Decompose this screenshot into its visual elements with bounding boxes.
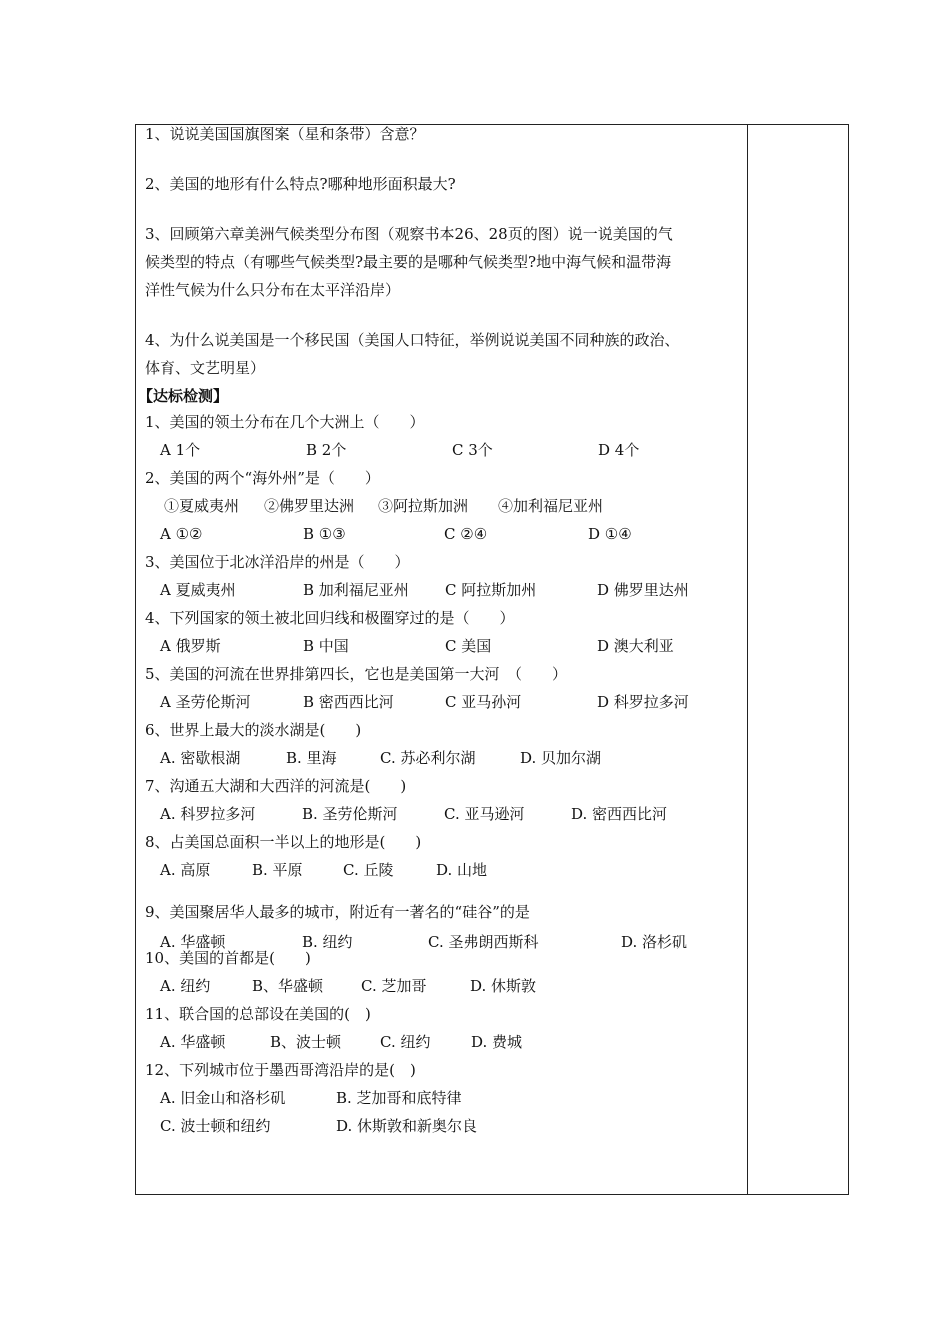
answer-option: A. 密歇根湖 xyxy=(160,749,241,767)
test-question: 6、世界上最大的淡水湖是( ) xyxy=(145,721,362,739)
test-question: 4、下列国家的领土被北回归线和极圈穿过的是（ ） xyxy=(145,609,515,627)
answer-option: A ①② xyxy=(160,525,203,543)
test-section-heading: 【达标检测】 xyxy=(138,387,229,405)
test-question: 5、美国的河流在世界排第四长，它也是美国第一大河 （ ） xyxy=(145,665,568,683)
answer-option: A. 旧金山和洛杉矶 xyxy=(160,1089,286,1107)
answer-option: B ①③ xyxy=(303,525,346,543)
answer-option: A. 华盛顿 xyxy=(160,933,226,951)
answer-option: D. 费城 xyxy=(471,1033,523,1051)
test-question: 8、占美国总面积一半以上的地形是( ) xyxy=(145,833,422,851)
answer-option: A. 纽约 xyxy=(160,977,211,995)
answer-option: D 科罗拉多河 xyxy=(597,693,689,711)
answer-option: B、华盛顿 xyxy=(252,977,324,995)
answer-option: C. 波士顿和纽约 xyxy=(160,1117,271,1135)
discussion-question-2: 2、美国的地形有什么特点?哪种地形面积最大? xyxy=(145,175,456,193)
answer-option: B. 平原 xyxy=(252,861,303,879)
answer-option: C 亚马孙河 xyxy=(445,693,522,711)
test-question: 12、下列城市位于墨西哥湾沿岸的是( ) xyxy=(145,1061,416,1079)
state-choice: ①夏威夷州 xyxy=(164,497,240,515)
answer-option: C. 纽约 xyxy=(380,1033,431,1051)
answer-option: A. 高原 xyxy=(160,861,211,879)
answer-option: D. 贝加尔湖 xyxy=(520,749,602,767)
answer-option: C 3个 xyxy=(452,441,493,459)
answer-option: D 佛罗里达州 xyxy=(597,581,689,599)
state-choice: ②佛罗里达洲 xyxy=(264,497,355,515)
test-question: 11、联合国的总部设在美国的( ) xyxy=(145,1005,371,1023)
answer-option: A. 科罗拉多河 xyxy=(160,805,256,823)
answer-option: C. 亚马逊河 xyxy=(444,805,525,823)
answer-option: A 1个 xyxy=(160,441,201,459)
answer-option: D. 山地 xyxy=(436,861,488,879)
answer-option: A 夏威夷州 xyxy=(160,581,236,599)
test-question: 7、沟通五大湖和大西洋的河流是( ) xyxy=(145,777,407,795)
answer-option: C. 苏必利尔湖 xyxy=(380,749,476,767)
discussion-question-4-line-1: 4、为什么说美国是一个移民国（美国人口特征，举例说说美国不同种族的政治、 xyxy=(145,331,680,349)
discussion-question-4-line-2: 体育、文艺明星） xyxy=(145,359,266,377)
answer-option: D 澳大利亚 xyxy=(597,637,674,655)
answer-option: B. 纽约 xyxy=(302,933,353,951)
answer-option: D 4个 xyxy=(598,441,640,459)
answer-option: B 加利福尼亚州 xyxy=(303,581,409,599)
answer-option: C. 芝加哥 xyxy=(361,977,427,995)
answer-option: A 俄罗斯 xyxy=(160,637,221,655)
answer-option: B 中国 xyxy=(303,637,349,655)
state-choice: ③阿拉斯加洲 xyxy=(378,497,469,515)
answer-option: D. 洛杉矶 xyxy=(621,933,688,951)
answer-option: A. 华盛顿 xyxy=(160,1033,226,1051)
answer-option: D. 密西西比河 xyxy=(571,805,668,823)
answer-option: B、波士顿 xyxy=(270,1033,342,1051)
answer-option: D. 休斯敦 xyxy=(470,977,537,995)
test-question: 1、美国的领土分布在几个大洲上（ ） xyxy=(145,413,425,431)
state-choice: ④加利福尼亚州 xyxy=(498,497,604,515)
answer-option: C 阿拉斯加州 xyxy=(445,581,537,599)
answer-option: B. 圣劳伦斯河 xyxy=(302,805,398,823)
test-question: 9、美国聚居华人最多的城市，附近有一著名的“硅谷”的是 xyxy=(145,903,530,921)
answer-option: B 密西西比河 xyxy=(303,693,394,711)
test-question: 10、美国的首都是( ) xyxy=(145,949,311,967)
discussion-question-1: 1、说说美国国旗图案（星和条带）含意？ xyxy=(145,125,425,143)
answer-option: C ②④ xyxy=(444,525,488,543)
test-question: 2、美国的两个“海外州”是（ ） xyxy=(145,469,380,487)
answer-option: A 圣劳伦斯河 xyxy=(160,693,251,711)
answer-option: B. 芝加哥和底特律 xyxy=(336,1089,462,1107)
discussion-question-3-line-2: 候类型的特点（有哪些气候类型?最主要的是哪种气候类型?地中海气候和温带海 xyxy=(145,253,672,271)
answer-option: D. 休斯敦和新奥尔良 xyxy=(336,1117,478,1135)
answer-option: C. 圣弗朗西斯科 xyxy=(428,933,539,951)
answer-option: D ①④ xyxy=(588,525,632,543)
discussion-question-3-line-1: 3、回顾第六章美洲气候类型分布图（观察书本26、28页的图）说一说美国的气 xyxy=(145,225,673,243)
answer-option: C. 丘陵 xyxy=(343,861,394,879)
answer-option: B. 里海 xyxy=(286,749,337,767)
answer-option: C 美国 xyxy=(445,637,492,655)
answer-option: B 2个 xyxy=(306,441,347,459)
discussion-question-3-line-3: 洋性气候为什么只分布在太平洋沿岸） xyxy=(145,281,401,299)
table-column-divider xyxy=(747,124,748,1195)
test-question: 3、美国位于北冰洋沿岸的州是（ ） xyxy=(145,553,410,571)
